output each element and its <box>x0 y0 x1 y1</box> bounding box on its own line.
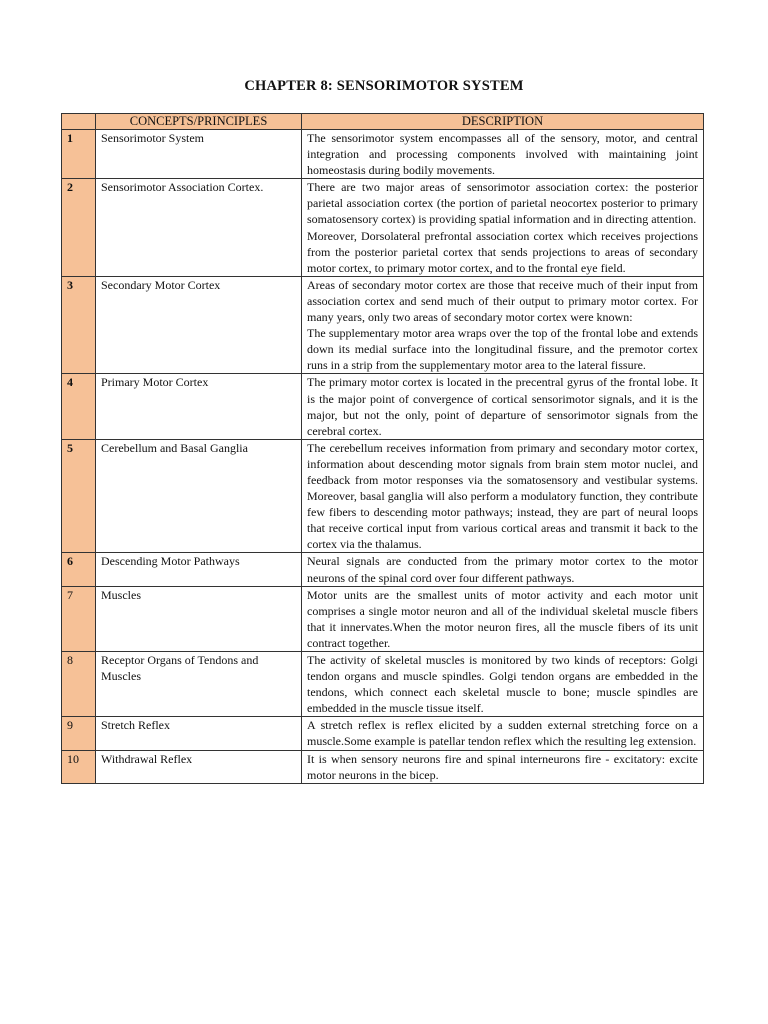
row-number: 2 <box>62 179 96 277</box>
description-paragraph: A stretch reflex is reflex elicited by a sudden external stretching force on a muscle.Some example is patellar tendon reflex which the resulting leg extension. <box>307 718 698 749</box>
description-cell <box>302 179 704 277</box>
concept-cell: Descending Motor Pathways <box>96 553 302 586</box>
description-cell <box>302 652 704 717</box>
table-row <box>62 179 704 277</box>
description-cell <box>302 276 704 374</box>
description-paragraph: Neural signals are conducted from the primary motor cortex to the motor neurons of the spinal cord over four different pathways. <box>307 554 698 585</box>
header-description: DESCRIPTION <box>302 114 704 130</box>
table-row <box>62 130 704 179</box>
row-number: 7 <box>62 586 96 651</box>
description-paragraph: The sensorimotor system encompasses all of the sensory, motor, and central integration and processing components involved with maintaining joint homeostasis during bodily movements. <box>307 131 698 178</box>
concept-cell: Receptor Organs of Tendons and Muscles <box>96 652 302 717</box>
row-number: 9 <box>62 717 96 750</box>
table-row <box>62 750 704 783</box>
concept-cell: Muscles <box>96 586 302 651</box>
chapter-title: CHAPTER 8: SENSORIMOTOR SYSTEM <box>244 78 524 94</box>
table-row <box>62 439 704 553</box>
description-cell <box>302 750 704 783</box>
concepts-table <box>61 113 704 784</box>
table-row <box>62 586 704 651</box>
description-paragraph: The activity of skeletal muscles is monitored by two kinds of receptors: Golgi tendon organs and muscle spindles. Golgi tendon organs are embedded in the tendons, which connect each skeletal muscle to bone; muscle spindles are embedded in the muscle tissue itself. <box>307 653 698 716</box>
description-paragraph: Areas of secondary motor cortex are those that receive much of their input from association cortex and send much of their output to primary motor cortex. For many years, only two areas of secondary motor cortex were known: <box>307 277 698 325</box>
concept-cell: Secondary Motor Cortex <box>96 276 302 374</box>
concept-cell: Sensorimotor Association Cortex. <box>96 179 302 277</box>
description-paragraph: The cerebellum receives information from primary and secondary motor cortex, information about descending motor signals from brain stem motor nuclei, and feedback from motor responses via the somatosensory and vestibular systems. Moreover, basal ganglia will also perform a modulatory function, they contribute few fibers to descending motor pathways; instead, they are part of neural loops that receive cortical input from various cortical areas and transmit it back to the cortex via the thalamus. <box>307 440 698 552</box>
description-paragraph: Moreover, Dorsolateral prefrontal association cortex which receives projections from the posterior parietal cortex that sends projections to areas of secondary motor cortex, to primary motor cortex, and to the frontal eye field. <box>307 228 698 275</box>
description-cell <box>302 374 704 439</box>
row-number: 5 <box>62 439 96 553</box>
description-paragraph: It is when sensory neurons fire and spinal interneurons fire - excitatory: excite motor neurons in the bicep. <box>307 751 698 782</box>
description-paragraph: The primary motor cortex is located in the precentral gyrus of the frontal lobe. It is the major point of convergence of cortical sensorimotor signals, and it is the major, but not the only, point of departure of sensorimotor signals from the cerebral cortex. <box>307 375 698 438</box>
header-concepts: CONCEPTS/PRINCIPLES <box>96 114 302 130</box>
row-number: 3 <box>62 276 96 374</box>
table-body <box>62 130 704 784</box>
description-cell <box>302 586 704 651</box>
table-row <box>62 276 704 374</box>
header-number <box>62 114 96 130</box>
description-cell <box>302 553 704 586</box>
table-row <box>62 553 704 586</box>
table-row <box>62 652 704 717</box>
description-paragraph: There are two major areas of sensorimotor association cortex: the posterior parietal association cortex (the portion of parietal neocortex posterior to primary somatosensory cortex) is providing spatial information and in directing attention. <box>307 180 698 227</box>
concept-cell: Primary Motor Cortex <box>96 374 302 439</box>
description-paragraph: The supplementary motor area wraps over the top of the frontal lobe and extends down its medial surface into the longitudinal fissure, and the premotor cortex runs in a strip from the supplementary motor area to the lateral fissure. <box>307 326 698 373</box>
row-number: 8 <box>62 652 96 717</box>
description-paragraph: Motor units are the smallest units of motor activity and each motor unit comprises a single motor neuron and all of the individual skeletal muscle fibers that it innervates.When the motor neuron fires, all the muscle fibers of its unit contract together. <box>307 587 698 650</box>
table-row <box>62 374 704 439</box>
table-header-row <box>62 114 704 130</box>
description-cell <box>302 717 704 750</box>
concept-cell: Cerebellum and Basal Ganglia <box>96 439 302 553</box>
description-cell <box>302 439 704 553</box>
concept-cell: Withdrawal Reflex <box>96 750 302 783</box>
concept-cell: Sensorimotor System <box>96 130 302 179</box>
row-number: 10 <box>62 750 96 783</box>
row-number: 1 <box>62 130 96 179</box>
concept-cell: Stretch Reflex <box>96 717 302 750</box>
description-cell <box>302 130 704 179</box>
table-row <box>62 717 704 750</box>
row-number: 4 <box>62 374 96 439</box>
row-number: 6 <box>62 553 96 586</box>
